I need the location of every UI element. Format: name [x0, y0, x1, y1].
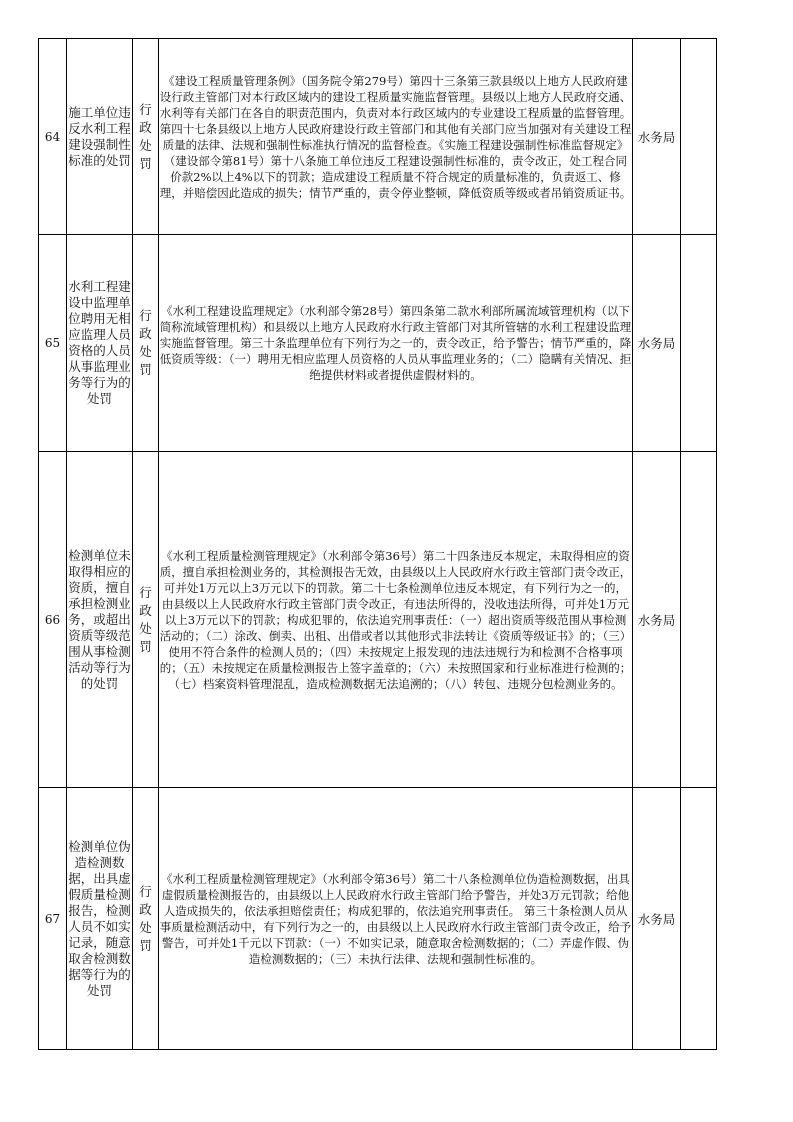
remarks-cell: [681, 788, 717, 1050]
row-number: 65: [39, 235, 67, 452]
remarks-cell: [681, 39, 717, 235]
remarks-cell: [681, 235, 717, 452]
legal-basis: 《水利工程质量检测管理规定》（水利部令第36号）第二十四条违反本规定，未取得相应的资质，擅自承担检测业务的，其检测报告无效，由县级以上人民政府水行政主管部门责令改正，可并处1万元以上3万元以下的罚款。第二十七条检测单位违反本规定，有下列行为之一的，由县级以上人民政府水行政主管部门责令改正，有违法所得的，没收违法所得，可并处1万元以上3万元以下的罚款；构成犯罪的，依法追究刑事责任：（一）超出资质等级范围从事检测活动的；（二）涂改、倒卖、出租、出借或者以其他形式非法转让《资质等级证书》的；（三）使用不符合条件的检测人员的；（四）未按规定上报发现的违法违规行为和检测不合格事项的；（五）未按规定在质量检测报告上签字盖章的；（六）未按照国家和行业标准进行检测的；（七）档案资料管理混乱，造成检测数据无法追溯的；（八）转包、违规分包检测业务的。: [159, 452, 633, 788]
item-name: 检测单位未取得相应的资质，擅自承担检测业务，或超出资质等级范围从事检测活动等行为的处罚: [67, 452, 133, 788]
penalty-table: [38, 38, 717, 1050]
remarks-cell: [681, 452, 717, 788]
row-number: 66: [39, 452, 67, 788]
department: 水务局: [633, 788, 681, 1050]
item-category: 行政处罚: [139, 883, 152, 953]
table-row: [39, 788, 717, 1050]
item-name: 施工单位违反水利工程建设强制性标准的处罚: [67, 39, 133, 235]
table-row: [39, 452, 717, 788]
department: 水务局: [633, 452, 681, 788]
legal-basis: 《建设工程质量管理条例》（国务院令第279号）第四十三条第三款县级以上地方人民政府建设行政主管部门对本行政区域内的建设工程质量实施监督管理。县级以上地方人民政府交通、水利等有关部门在各自的职责范围内，负责对本行政区域内的专业建设工程质量的监督管理。第四十七条县级以上地方人民政府建设行政主管部门和其他有关部门应当加强对有关建设工程质量的法律、法规和强制性标准执行情况的监督检查。《实施工程建设强制性标准监督规定》（建设部令第81号）第十八条施工单位违反工程建设强制性标准的，责令改正，处工程合同价款2%以上4%以下的罚款；造成建设工程质量不符合规定的质量标准的，负责返工、修理，并赔偿因此造成的损失；情节严重的，责令停业整顿，降低资质等级或者吊销资质证书。: [159, 39, 633, 235]
department: 水务局: [633, 235, 681, 452]
item-category: 行政处罚: [139, 584, 152, 654]
row-number: 64: [39, 39, 67, 235]
table-row: [39, 39, 717, 235]
legal-basis: 《水利工程质量检测管理规定》（水利部令第36号）第二十八条检测单位伪造检测数据，出具虚假质量检测报告的，由县级以上人民政府水行政主管部门给予警告，并处3万元罚款；给他人造成损失的，依法承担赔偿责任；构成犯罪的，依法追究刑事责任。 第三十条检测人员从事质量检测活动中，有下列行为之一的，由县级以上人民政府水行政主管部门责令改正，给予警告，可并处1千元以下罚款：（一）不如实记录，随意取舍检测数据的；（二）弄虚作假、伪造检测数据的；（三）未执行法律、法规和强制性标准的。: [159, 788, 633, 1050]
item-name: 检测单位伪造检测数据，出具虚假质量检测报告，检测人员不如实记录，随意取舍检测数据等行为的处罚: [67, 788, 133, 1050]
item-category: 行政处罚: [139, 308, 152, 377]
department: 水务局: [633, 39, 681, 235]
table-row: [39, 235, 717, 452]
item-name: 水利工程建设中监理单位聘用无相应监理人员资格的人员从事监理业务等行为的处罚: [67, 235, 133, 452]
legal-basis: 《水利工程建设监理规定》（水利部令第28号）第四条第二款水利部所属流域管理机构（以下简称流域管理机构）和县级以上地方人民政府水行政主管部门对其所管辖的水利工程建设监理实施监督管理。第三十条监理单位有下列行为之一的，责令改正，给予警告；情节严重的，降低资质等级：（一）聘用无相应监理人员资格的人员从事监理业务的；（二）隐瞒有关情况、拒绝提供材料或者提供虚假材料的。: [159, 235, 633, 452]
row-number: 67: [39, 788, 67, 1050]
item-category: 行政处罚: [139, 101, 152, 171]
